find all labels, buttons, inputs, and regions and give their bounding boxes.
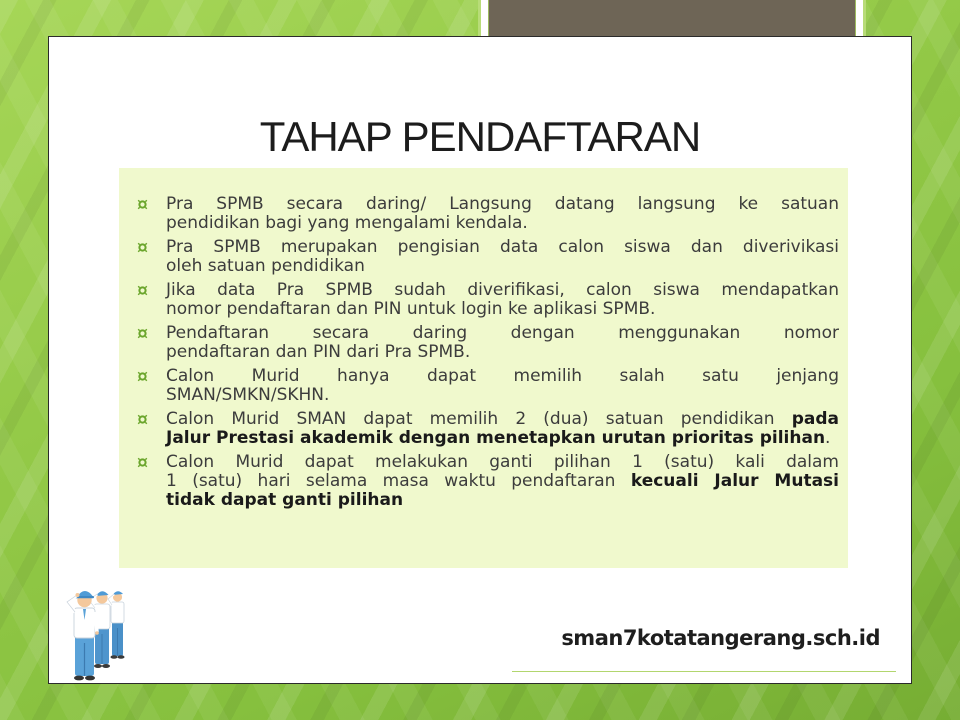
bullet-icon [137,199,148,210]
bullet-line: nomor pendaftaran dan PIN untuk login ke aplikasi SPMB. [166,299,656,319]
bullet-item [166,367,839,405]
bullet-line: Pra SPMB secara daring/ Langsung datang langsung ke satuan [166,194,839,214]
bullet-line: Jika data Pra SPMB sudah diverifikasi, calon siswa mendapatkan [166,280,839,300]
bold-segment: tidak dapat ganti pilihan [166,490,404,510]
bullet-line: pendaftaran dan PIN dari Pra SPMB. [166,342,471,362]
line-segment: Calon Murid SMAN dapat memilih 2 (dua) satuan pendidikan [166,409,792,429]
bullet-item [166,453,839,510]
bullet-line: Pendaftaran secara daring dengan menggunakan nomor [166,323,839,343]
line-segment: . [825,428,831,448]
bullet-item [166,195,839,233]
bullet-list [166,195,839,515]
footer-divider [512,671,896,672]
bullet-icon [137,285,148,296]
students-illustration [62,580,132,684]
bullet-line: pendidikan bagi yang mengalami kendala. [166,213,528,233]
bullet-item [166,324,839,362]
bullet-line: Calon Murid dapat melakukan ganti pilihan 1 (satu) kali dalam [166,452,839,472]
bullet-icon [137,328,148,339]
bullet-line [166,429,839,448]
bullet-line: SMAN/SMKN/SKHN. [166,385,330,405]
slide-title: TAHAP PENDAFTARAN [259,113,701,160]
bullet-line [166,472,839,491]
bullet-icon [137,371,148,382]
bullet-item [166,238,839,276]
bullet-line: Pra SPMB merupakan pengisian data calon siswa dan diverivikasi [166,237,839,257]
bullet-icon [137,457,148,468]
bullet-line [166,410,839,429]
line-segment: 1 (satu) hari selama masa waktu pendaftaran [166,471,631,491]
bullet-line: oleh satuan pendidikan [166,256,365,276]
bullet-icon [137,242,148,253]
bold-segment: kecuali Jalur Mutasi [630,471,839,491]
bullet-line: Calon Murid hanya dapat memilih salah satu jenjang [166,366,839,386]
bullet-line [166,491,839,510]
bold-segment: Jalur Prestasi akademik dengan menetapkan urutan prioritas pilihan [166,428,826,448]
website-url: sman7kotatangerang.sch.id [561,626,880,650]
content-box [119,168,848,568]
bullet-item [166,410,839,448]
bullet-icon [137,414,148,425]
bullet-item [166,281,839,319]
student-figure [108,591,125,659]
bold-segment: pada [791,409,839,429]
